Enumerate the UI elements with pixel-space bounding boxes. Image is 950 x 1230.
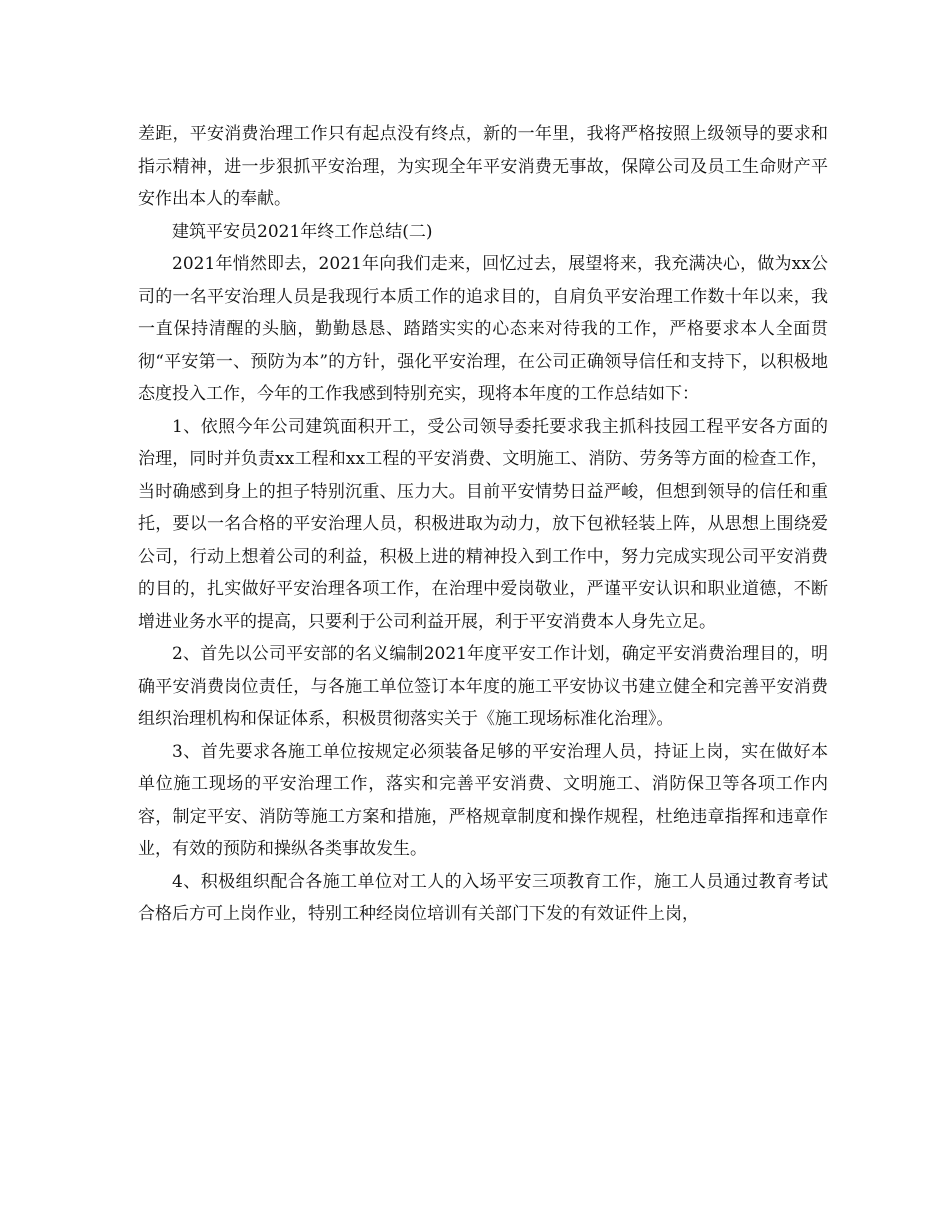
paragraph-intro: 2021年悄然即去，2021年向我们走来，回忆过去，展望将来，我充满决心，做为xx公司的一名平安治理人员是我现行本质工作的追求目的，自肩负平安治理工作数十年以来，我一直保持清醒的头脑，勤勤恳恳、踏踏实实的心态来对待我的工作，严格要求本人全面贯彻“平安第一、预防为本”的方针，强化平安治理，在公司正确领导信任和支持下，以积极地态度投入工作，今年的工作我感到特别充实，现将本年度的工作总结如下： [138, 254, 828, 404]
paragraph-item-4: 4、积极组织配合各施工单位对工人的入场平安三项教育工作，施工人员通过教育考试合格后方可上岗作业，特别工种经岗位培训有关部门下发的有效证件上岗， [138, 871, 828, 924]
paragraph-continuation: 差距，平安消费治理工作只有起点没有终点，新的一年里，我将严格按照上级领导的要求和指示精神，进一步狠抓平安治理，为实现全年平安消费无事故，保障公司及员工生命财产平安作出本人的奉献。 [138, 124, 828, 209]
paragraph-item-3: 3、首先要求各施工单位按规定必须装备足够的平安治理人员，持证上岗，实在做好本单位施工现场的平安治理工作，落实和完善平安消费、文明施工、消防保卫等各项工作内容，制定平安、消防等施工方案和措施，严格规章制度和操作规程，杜绝违章指挥和违章作业，有效的预防和操纵各类事故发生。 [138, 741, 828, 859]
paragraph-item-2: 2、首先以公司平安部的名义编制2021年度平安工作计划，确定平安消费治理目的，明确平安消费岗位责任，与各施工单位签订本年度的施工平安协议书建立健全和完善平安消费组织治理机构和保证体系，积极贯彻落实关于《施工现场标准化治理》。 [138, 644, 828, 729]
document-body [138, 118, 828, 931]
section-title: 建筑平安员2021年终工作总结(二) [172, 221, 433, 242]
paragraph-item-1: 1、依照今年公司建筑面积开工，受公司领导委托要求我主抓科技园工程平安各方面的治理，同时并负责xx工程和xx工程的平安消费、文明施工、消防、劳务等方面的检查工作，当时确感到身上的担子特别沉重、压力大。目前平安情势日益严峻，但想到领导的信任和重托，要以一名合格的平安治理人员，积极进取为动力，放下包袱轻装上阵，从思想上围绕爱公司，行动上想着公司的利益，积极上进的精神投入到工作中，努力完成实现公司平安消费的目的，扎实做好平安治理各项工作，在治理中爱岗敬业，严谨平安认识和职业道德，不断增进业务水平的提高，只要利于公司利益开展，利于平安消费本人身先立足。 [138, 416, 828, 632]
